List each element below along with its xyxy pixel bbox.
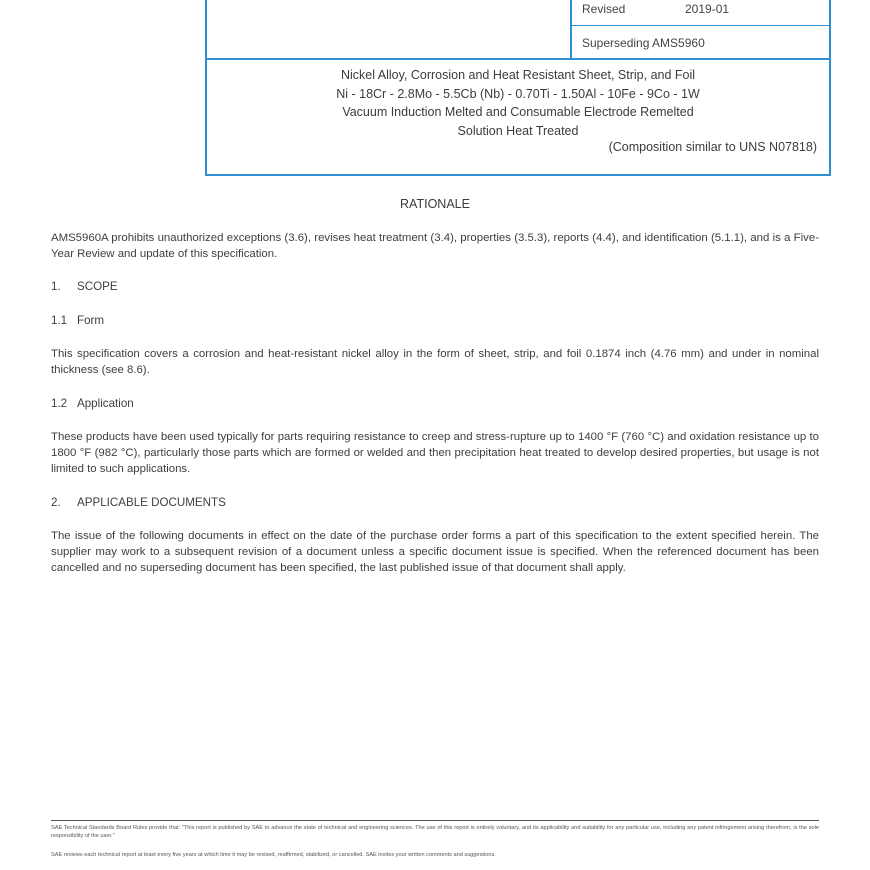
superseding-note: Superseding AMS5960 — [582, 36, 705, 50]
title-line-material: Nickel Alloy, Corrosion and Heat Resistant Sheet, Strip, and Foil — [340, 68, 696, 82]
section-number: 2. — [51, 496, 61, 509]
section-scope-heading — [51, 280, 118, 293]
section-title: SCOPE — [77, 280, 118, 293]
footer-review-note: SAE reviews each technical report at least every five years at which time it may be revised, reaffirmed, stabilized, or cancelled. SAE invites your written comments and suggestions. — [51, 852, 496, 858]
document-title — [207, 66, 829, 140]
document-header-box — [205, 0, 831, 176]
applicable-documents-text: The issue of the following documents in effect on the date of the purchase order forms a part of this specification to the extent specified herein. The supplier may work to a subsequent revision of a document unless a specific document issue is specified. When the referenced document has been cancelled and no superseding document has been specified, the last published issue of that document shall apply. — [51, 530, 819, 574]
title-line-composition: Ni - 18Cr - 2.8Mo - 5.5Cb (Nb) - 0.70Ti - 1.50Al - 10Fe - 9Co - 1W — [336, 86, 700, 101]
section-title: Form — [77, 314, 105, 327]
rationale-heading: RATIONALE — [400, 197, 470, 211]
section-number: 1.2 — [51, 397, 68, 410]
section-form-heading — [51, 314, 104, 327]
rationale-text: AMS5960A prohibits unauthorized exceptions (3.6), revises heat treatment (3.4), properties (3.5.3), reports (4.4), and identification (5.1.1), and is a Five-Year Review and update of this specification. — [51, 232, 819, 260]
title-line-melting: Vacuum Induction Melted and Consumable Electrode Remelted — [342, 105, 694, 119]
section-number: 1. — [51, 280, 61, 293]
section-application-heading — [51, 397, 134, 410]
section-applicable-documents-heading — [51, 496, 226, 509]
footer-rule — [51, 820, 819, 821]
revised-label: Revised — [582, 2, 626, 16]
uns-composition-note: (Composition similar to UNS N07818) — [608, 140, 817, 154]
section-title: APPLICABLE DOCUMENTS — [77, 496, 226, 509]
header-divider — [570, 0, 572, 58]
section-number: 1.1 — [51, 314, 68, 327]
header-top-row — [207, 0, 829, 60]
footer-rules-note: SAE Technical Standards Board Rules provide that: "This report is published by SAE to advance the state of technical and engineering sciences. The use of this report is entirely voluntary, and its applicability and suitability for any particular use, including any patent infringement arising therefrom, is the sole responsibility of the user." — [51, 825, 819, 839]
application-text: These products have been used typically for parts requiring resistance to creep and stress-rupture up to 1400 °F (760 °C) and oxidation resistance up to 1800 °F (982 °C), particularly those parts which are formed or welded and then precipitation heat treated to develop desired properties, but usage is not limited to such applications. — [51, 431, 819, 475]
form-text: This specification covers a corrosion and heat-resistant nickel alloy in the form of sheet, strip, and foil 0.1874 inch (4.76 mm) and under in nominal thickness (see 8.6). — [51, 348, 819, 376]
section-title: Application — [77, 397, 134, 410]
header-meta-divider — [572, 25, 829, 26]
revised-date: 2019-01 — [685, 2, 730, 16]
title-line-condition: Solution Heat Treated — [457, 123, 579, 138]
